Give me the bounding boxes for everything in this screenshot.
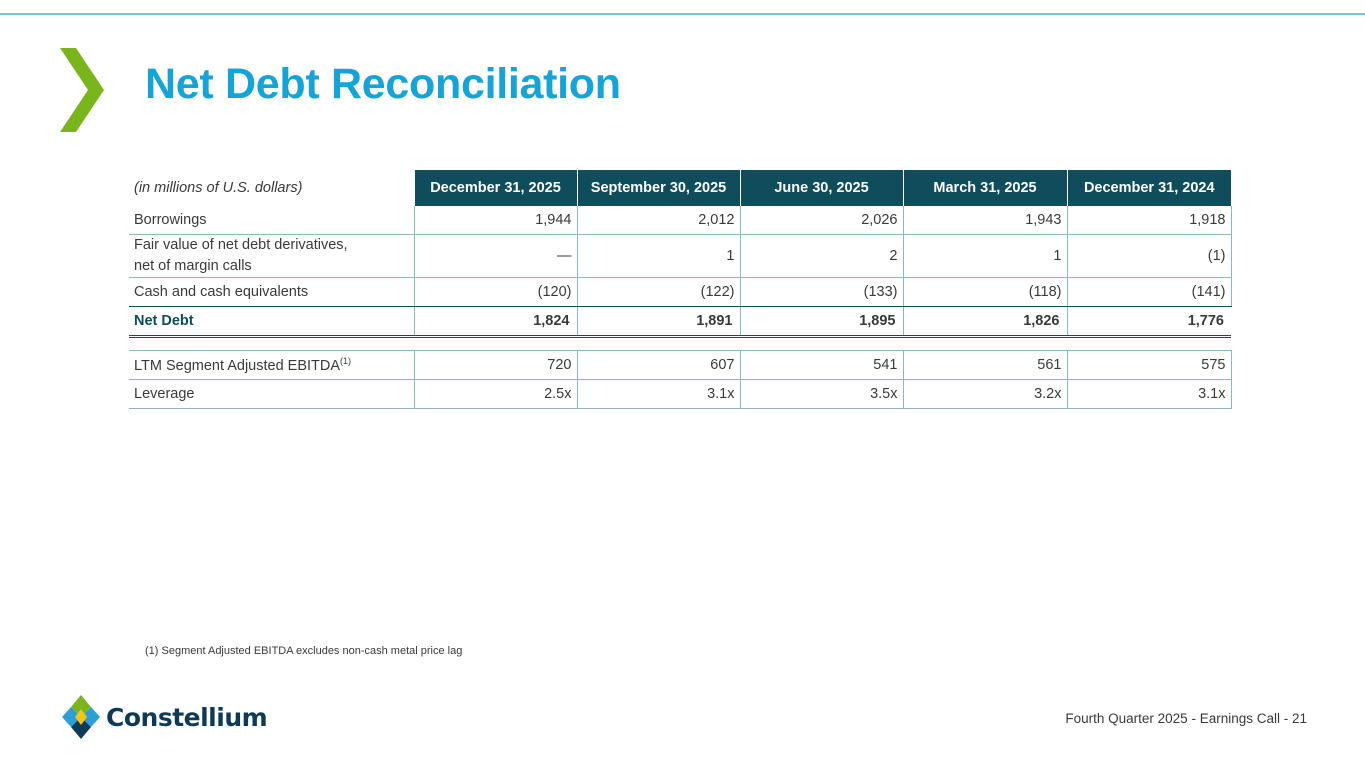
table-cell: 1 — [903, 235, 1067, 278]
table-cell: (1) — [1067, 235, 1231, 278]
table-cell: 1,944 — [414, 206, 577, 235]
table-cell: 561 — [903, 351, 1067, 380]
row-label — [129, 351, 414, 380]
column-header: March 31, 2025 — [903, 170, 1067, 206]
table-row-cash — [129, 278, 1231, 307]
table-cell: (118) — [903, 278, 1067, 307]
table-cell: 1,895 — [740, 307, 903, 337]
table-row-borrowings — [129, 206, 1231, 235]
table-cell: (122) — [577, 278, 740, 307]
column-header: June 30, 2025 — [740, 170, 903, 206]
net-debt-table — [129, 170, 1232, 409]
row-label: Borrowings — [129, 206, 414, 235]
table-cell: 3.5x — [740, 380, 903, 409]
column-header: September 30, 2025 — [577, 170, 740, 206]
row-label-line1: Fair value of net debt derivatives, — [134, 237, 348, 253]
table-header-row — [129, 170, 1231, 206]
table-row-fair-value — [129, 235, 1231, 278]
table-cell: 2,026 — [740, 206, 903, 235]
table-cell: 2,012 — [577, 206, 740, 235]
table-row-leverage — [129, 380, 1231, 409]
table-cell: (141) — [1067, 278, 1231, 307]
table-cell: 2.5x — [414, 380, 577, 409]
company-logo — [62, 695, 267, 739]
table-row-ebitda — [129, 351, 1231, 380]
table-cell: (120) — [414, 278, 577, 307]
row-label — [129, 235, 414, 278]
table-cell: 1,776 — [1067, 307, 1231, 337]
table-row-net-debt — [129, 307, 1231, 337]
row-label: Net Debt — [129, 307, 414, 337]
table-cell: 720 — [414, 351, 577, 380]
top-rule — [0, 13, 1365, 15]
constellium-logo-icon — [62, 695, 100, 739]
column-header: December 31, 2024 — [1067, 170, 1231, 206]
row-label-text: LTM Segment Adjusted EBITDA — [134, 358, 341, 374]
row-label: Cash and cash equivalents — [129, 278, 414, 307]
table-cell: 541 — [740, 351, 903, 380]
table-cell: 1 — [577, 235, 740, 278]
table-cell: 1,943 — [903, 206, 1067, 235]
page-footer: Fourth Quarter 2025 - Earnings Call - 21 — [1065, 711, 1307, 726]
logo-text: Constellium — [106, 702, 268, 732]
table-cell: 575 — [1067, 351, 1231, 380]
table-cell: — — [414, 235, 577, 278]
table-cell: 3.1x — [577, 380, 740, 409]
table-cell: 3.2x — [903, 380, 1067, 409]
table-cell: 1,824 — [414, 307, 577, 337]
table-spacer — [129, 337, 1231, 351]
chevron-right-icon — [60, 48, 104, 132]
table-cell: 1,826 — [903, 307, 1067, 337]
page-title: Net Debt Reconciliation — [145, 60, 621, 108]
unit-label: (in millions of U.S. dollars) — [129, 170, 414, 206]
column-header: December 31, 2025 — [414, 170, 577, 206]
table-cell: 607 — [577, 351, 740, 380]
footnote: (1) Segment Adjusted EBITDA excludes non-cash metal price lag — [145, 645, 463, 657]
table-cell: (133) — [740, 278, 903, 307]
table-cell: 2 — [740, 235, 903, 278]
row-label: Leverage — [129, 380, 414, 409]
footnote-marker: (1) — [340, 356, 352, 366]
row-label-line2: net of margin calls — [134, 258, 252, 274]
table-cell: 1,891 — [577, 307, 740, 337]
table-cell: 1,918 — [1067, 206, 1231, 235]
table-cell: 3.1x — [1067, 380, 1231, 409]
